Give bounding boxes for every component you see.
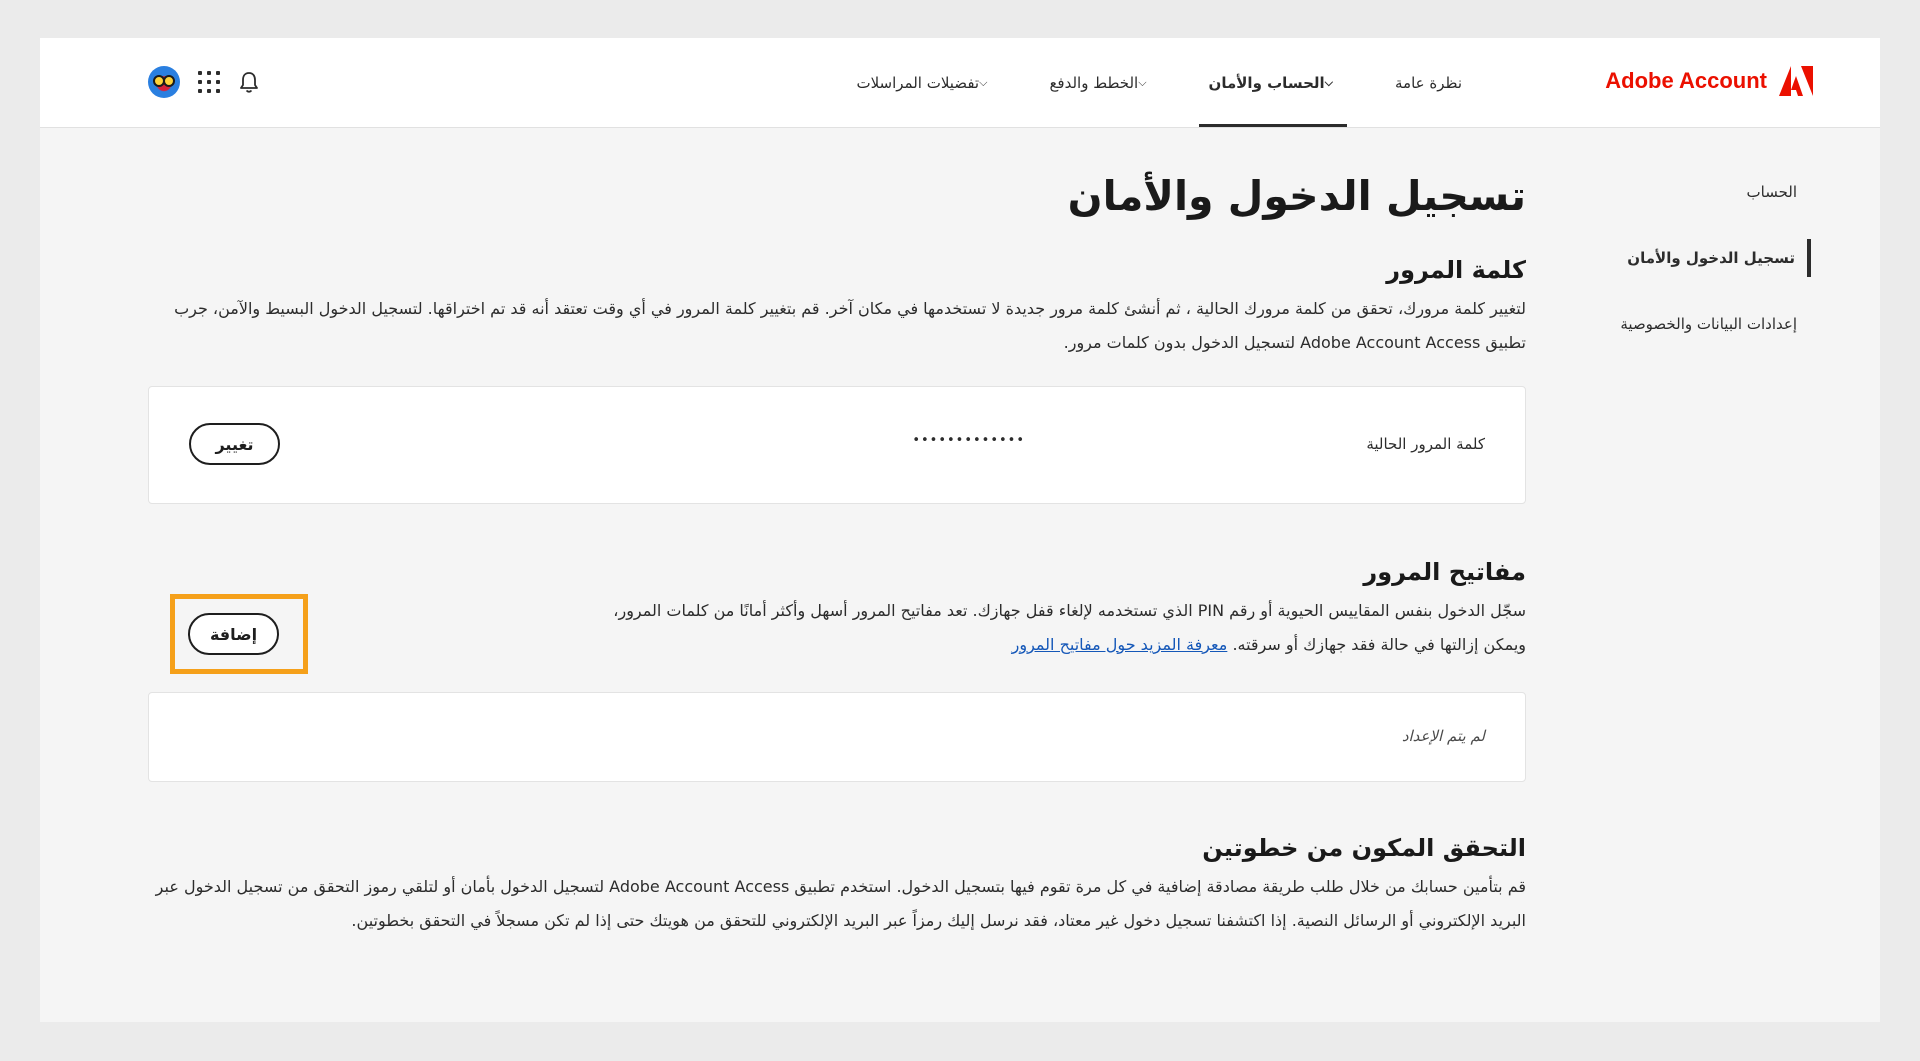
avatar[interactable] [148, 66, 180, 98]
two-step-section [148, 830, 1526, 938]
password-card [148, 386, 1526, 504]
passkeys-learn-more-link[interactable]: معرفة المزيد حول مفاتيح المرور [1011, 635, 1228, 654]
nav-account-security-label: الحساب والأمان [1208, 73, 1325, 92]
chevron-down-icon: ⌵ [979, 75, 988, 89]
passkeys-description-text: سجّل الدخول بنفس المقاييس الحيوية أو رقم PIN الذي تستخدمه لإلغاء قفل جهازك. تعد مفاتيح المرور أسهل وأكثر أمانًا من كلمات المرور، ويمكن إزالتها في حالة فقد جهازك أو سرقته. [613, 601, 1526, 654]
main-nav [808, 38, 1472, 127]
password-title: كلمة المرور [1386, 256, 1526, 284]
current-password-label: كلمة المرور الحالية [1366, 435, 1485, 453]
passkeys-section [148, 554, 1526, 782]
brand[interactable] [1605, 64, 1813, 98]
chevron-down-icon: ⌵ [1324, 75, 1334, 89]
page-title: تسجيل الدخول والأمان [1067, 172, 1526, 220]
masked-password-value: ••••••••••••• [912, 433, 1025, 448]
brand-name: Adobe Account [1605, 68, 1767, 93]
nav-account-security[interactable] [1199, 38, 1347, 127]
passkeys-description [566, 594, 1526, 662]
passkeys-card [148, 692, 1526, 782]
apps-grid-icon[interactable] [198, 71, 220, 93]
nav-plans-payment[interactable] [1039, 38, 1160, 127]
header-tools [148, 64, 260, 100]
sidebar [1581, 173, 1811, 371]
nav-plans-payment-label: الخطط والدفع [1049, 73, 1139, 92]
sidebar-item-signin-security[interactable]: تسجيل الدخول والأمان [1581, 239, 1811, 277]
bell-icon[interactable] [238, 70, 260, 94]
change-password-button[interactable]: تغيير [189, 423, 280, 465]
adobe-logo-icon [1779, 66, 1813, 96]
main-content [148, 164, 1526, 938]
passkeys-status: لم يتم الإعداد [1401, 727, 1485, 745]
sidebar-item-account[interactable]: الحساب [1746, 183, 1797, 201]
nav-overview-label: نظرة عامة [1395, 73, 1462, 92]
password-description: لتغيير كلمة مرورك، تحقق من كلمة مرورك الحالية ، ثم أنشئ كلمة مرور جديدة لا تستخدمها في مكان آخر. قم بتغيير كلمة المرور في أي وقت تعتقد أنه قد تم اختراقها. لتسجيل الدخول البسيط والآمن، جرب تطبيق Adobe Account Access لتسجيل الدخول بدون كلمات مرور. [174, 299, 1526, 352]
chevron-down-icon: ⌵ [1138, 75, 1147, 89]
passkeys-title: مفاتيح المرور [1363, 558, 1526, 586]
top-header [40, 38, 1880, 128]
two-step-title: التحقق المكون من خطوتين [1202, 834, 1526, 862]
two-step-description: قم بتأمين حسابك من خلال طلب طريقة مصادقة إضافية في كل مرة تقوم فيها بتسجيل الدخول. استخدم تطبيق Adobe Account Access لتسجيل الدخول بأمان أو لتلقي رموز التحقق من تسجيل الدخول عبر البريد الإلكتروني أو الرسائل النصية. إذا اكتشفنا تسجيل دخول غير معتاد، فقد نرسل إليك رمزاً عبر البريد الإلكتروني للتحقق من هويتك حتى إذا لم تكن مسجلاً في التحقق بخطوتين. [155, 877, 1526, 930]
nav-overview[interactable] [1385, 38, 1472, 127]
sidebar-item-data-privacy[interactable]: إعدادات البيانات والخصوصية [1620, 315, 1797, 333]
nav-communication-preferences[interactable] [846, 38, 1001, 127]
app-frame [40, 38, 1880, 1022]
add-passkey-button[interactable]: إضافة [188, 613, 279, 655]
nav-communication-preferences-label: تفضيلات المراسلات [856, 73, 980, 92]
password-section [148, 252, 1526, 504]
